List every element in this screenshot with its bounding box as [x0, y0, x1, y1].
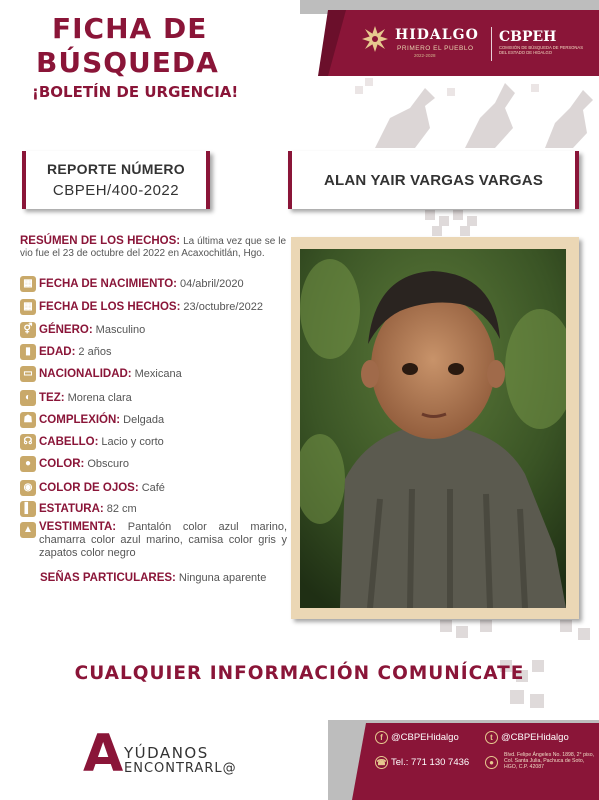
fact-value: Lacio y corto [101, 436, 164, 448]
shirt-icon: ▲ [20, 522, 36, 538]
fact-row [20, 321, 145, 339]
fact-label: NACIONALIDAD: [39, 368, 132, 380]
fact-label: COMPLEXIÓN: [39, 414, 121, 426]
fact-value: 04/abril/2020 [180, 278, 244, 290]
cbpeh-full-name: COMISIÓN DE BÚSQUEDA DE PERSONAS DEL ESTADO DE HIDALGO [499, 45, 583, 55]
hair-icon: ☊ [20, 434, 36, 450]
fact-row [20, 389, 132, 407]
urgency-subtitle: ¡BOLETÍN DE URGENCIA! [32, 83, 239, 101]
phone-icon: ☎ [376, 758, 387, 767]
gender-icon: ⚥ [20, 322, 36, 338]
embroidery-birds-decoration [355, 78, 595, 150]
phone-number: Tel.: 771 130 7436 [391, 757, 470, 768]
fact-value: Café [141, 482, 165, 494]
fact-value: 82 cm [106, 503, 137, 515]
body-icon: ☗ [20, 412, 36, 428]
report-number-box [22, 151, 210, 209]
calendar-icon: ▦ [20, 299, 36, 315]
fact-value: Delgada [123, 414, 165, 426]
facebook-contact[interactable] [375, 731, 459, 744]
facebook-icon: f [375, 731, 388, 744]
fact-value: Masculino [95, 324, 146, 336]
fact-label: FECHA DE NACIMIENTO: [39, 278, 177, 290]
marks-row [40, 569, 266, 587]
missing-person-photo [300, 249, 566, 608]
location-icon: ● [485, 756, 498, 769]
eye-icon: ◉ [20, 480, 36, 496]
summary-text: La última vez que se le vio fue el 23 de octubre del 2022 en Acaxochitlán, Hgo. [20, 236, 287, 259]
marks-value: Ninguna aparente [178, 572, 267, 584]
page-title-line1: FICHA DE [52, 12, 208, 45]
hidalgo-flower-logo [361, 25, 389, 53]
hidalgo-tagline: PRIMERO EL PUEBLO [397, 45, 474, 52]
campaign-logo-line1: YÚDANOS [124, 744, 209, 762]
fact-label: CABELLO: [39, 436, 99, 448]
fact-label: FECHA DE LOS HECHOS: [39, 301, 181, 313]
fact-value: Obscuro [87, 458, 129, 470]
id-card-icon: ▭ [20, 366, 36, 382]
clothing-text: Pantalón color azul marino, chamarra color azul marino, camisa color gris y zapatos color negro [39, 521, 288, 559]
facebook-handle: @CBPEHidalgo [391, 732, 459, 743]
fact-row [20, 500, 137, 518]
twitter-icon: t [485, 731, 498, 744]
clothing-label: VESTIMENTA: [39, 521, 117, 533]
address-text: Blvd. Felipe Ángeles No. 1898, 2° piso, Col. Santa Julia, Pachuca de Soto, HGO, C.P. 42087 [504, 752, 595, 771]
fact-row [20, 411, 164, 429]
fact-label: TEZ: [39, 392, 65, 404]
hidalgo-brand: HIDALGO [395, 27, 479, 43]
fact-row [20, 298, 263, 316]
clothing-row [20, 521, 287, 560]
person-name: ALAN YAIR VARGAS VARGAS [323, 171, 544, 189]
fact-value: 23/octubre/2022 [183, 301, 263, 313]
fact-value: 2 años [78, 346, 112, 358]
fact-label: COLOR DE OJOS: [39, 482, 139, 494]
campaign-logo-letter: A [83, 724, 124, 784]
marks-label: SEÑAS PARTICULARES: [40, 572, 176, 584]
twitter-contact[interactable] [485, 731, 569, 744]
banner-divider [491, 27, 492, 61]
fact-row [20, 455, 129, 473]
page-title-line2: BÚSQUEDA [36, 46, 219, 79]
fact-row [20, 479, 165, 497]
fact-label: GÉNERO: [39, 324, 93, 336]
fact-value: Mexicana [134, 368, 182, 380]
fact-row [20, 275, 244, 293]
report-label: REPORTE NÚMERO [47, 161, 185, 177]
fact-row [20, 365, 182, 383]
embroidery-pattern-decoration [425, 210, 485, 238]
fact-row [20, 433, 164, 451]
twitter-handle: @CBPEHidalgo [501, 732, 569, 743]
fact-label: COLOR: [39, 458, 85, 470]
fact-value: Morena clara [67, 392, 132, 404]
call-to-action: CUALQUIER INFORMACIÓN COMUNÍCATE [74, 663, 525, 684]
fact-row [20, 343, 111, 361]
bar-chart-icon: ▮ [20, 344, 36, 360]
summary-of-events [20, 235, 286, 260]
report-number: CBPEH/400-2022 [52, 182, 180, 199]
campaign-logo-line2: ENCONTRARL@ [124, 761, 237, 776]
calendar-icon: ▦ [20, 276, 36, 292]
fact-label: ESTATURA: [39, 503, 104, 515]
fact-label: EDAD: [39, 346, 76, 358]
summary-label: RESÚMEN DE LOS HECHOS: [20, 235, 181, 247]
ruler-icon: ▌ [20, 501, 36, 517]
person-name-box [288, 151, 579, 209]
palette-icon: ● [20, 456, 36, 472]
cbpeh-brand: CBPEH [499, 29, 557, 45]
skin-icon: ◐ [20, 390, 36, 406]
phone-contact[interactable] [375, 756, 469, 769]
hidalgo-years: 2022-2028 [414, 53, 436, 58]
